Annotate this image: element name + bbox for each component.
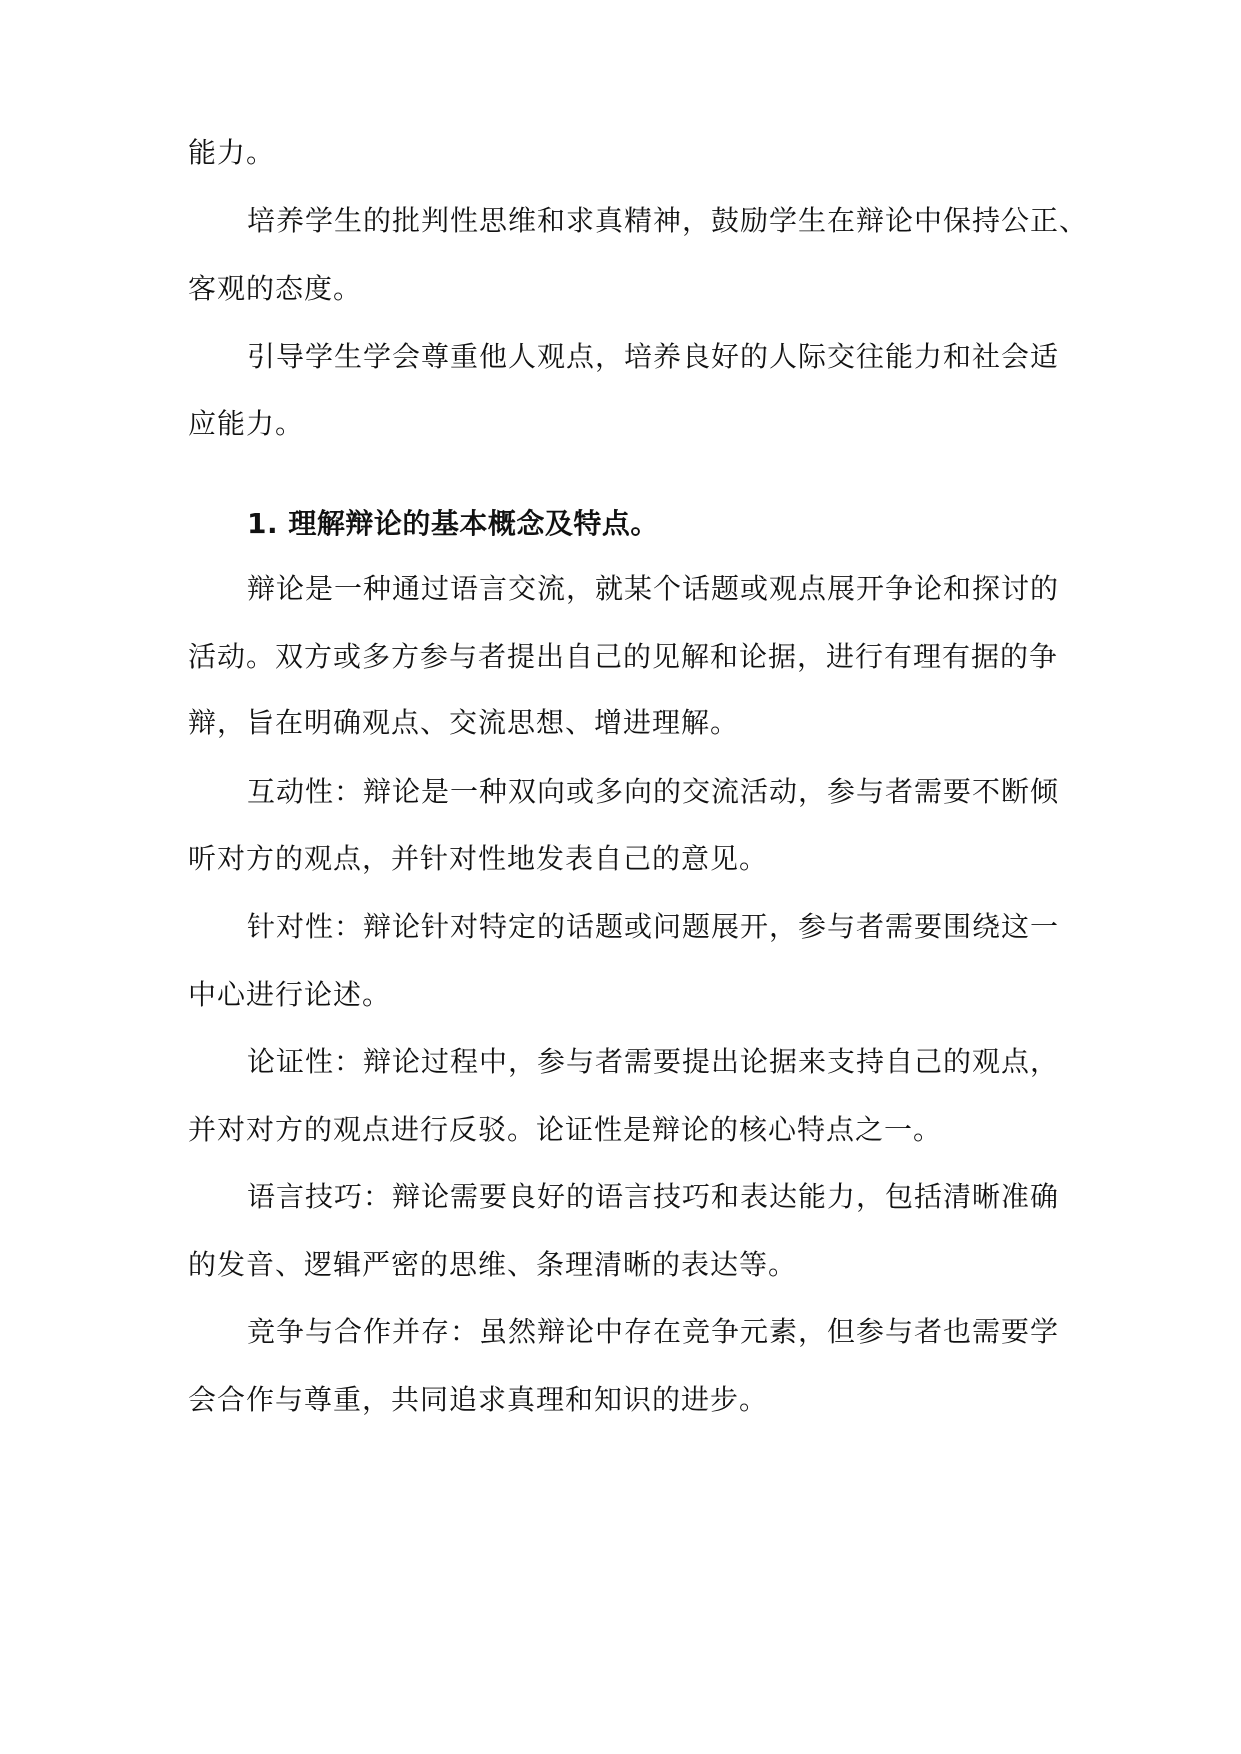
paragraph-line: 互动性：辩论是一种双向或多向的交流活动，参与者需要不断倾 <box>247 775 1060 808</box>
paragraph-line: 的发音、逻辑严密的思维、条理清晰的表达等。 <box>188 1248 798 1281</box>
paragraph-line: 引导学生学会尊重他人观点，培养良好的人际交往能力和社会适 <box>247 340 1060 373</box>
paragraph-line: 客观的态度。 <box>188 272 363 305</box>
paragraph-line: 能力。 <box>188 136 276 169</box>
paragraph-line: 会合作与尊重，共同追求真理和知识的进步。 <box>188 1383 769 1416</box>
paragraph-line: 辩论是一种通过语言交流，就某个话题或观点展开争论和探讨的 <box>247 572 1060 605</box>
paragraph-line: 应能力。 <box>188 407 305 440</box>
paragraph-line: 论证性：辩论过程中，参与者需要提出论据来支持自己的观点， <box>247 1045 1060 1078</box>
paragraph-line: 活动。双方或多方参与者提出自己的见解和论据，进行有理有据的争 <box>188 640 1059 673</box>
paragraph-line: 辩，旨在明确观点、交流思想、增进理解。 <box>188 706 740 739</box>
paragraph-line: 培养学生的批判性思维和求真精神，鼓励学生在辩论中保持公正、 <box>247 204 1089 237</box>
paragraph-line: 并对对方的观点进行反驳。论证性是辩论的核心特点之一。 <box>188 1113 943 1146</box>
paragraph-line: 听对方的观点，并针对性地发表自己的意见。 <box>188 842 769 875</box>
paragraph-line: 中心进行论述。 <box>188 978 392 1011</box>
paragraph-line: 针对性：辩论针对特定的话题或问题展开，参与者需要围绕这一 <box>247 910 1060 943</box>
paragraph-line: 语言技巧：辩论需要良好的语言技巧和表达能力，包括清晰准确 <box>247 1180 1060 1213</box>
paragraph-line: 竞争与合作并存：虽然辩论中存在竞争元素，但参与者也需要学 <box>247 1315 1060 1348</box>
section-heading: 1. 理解辩论的基本概念及特点。 <box>247 507 659 540</box>
